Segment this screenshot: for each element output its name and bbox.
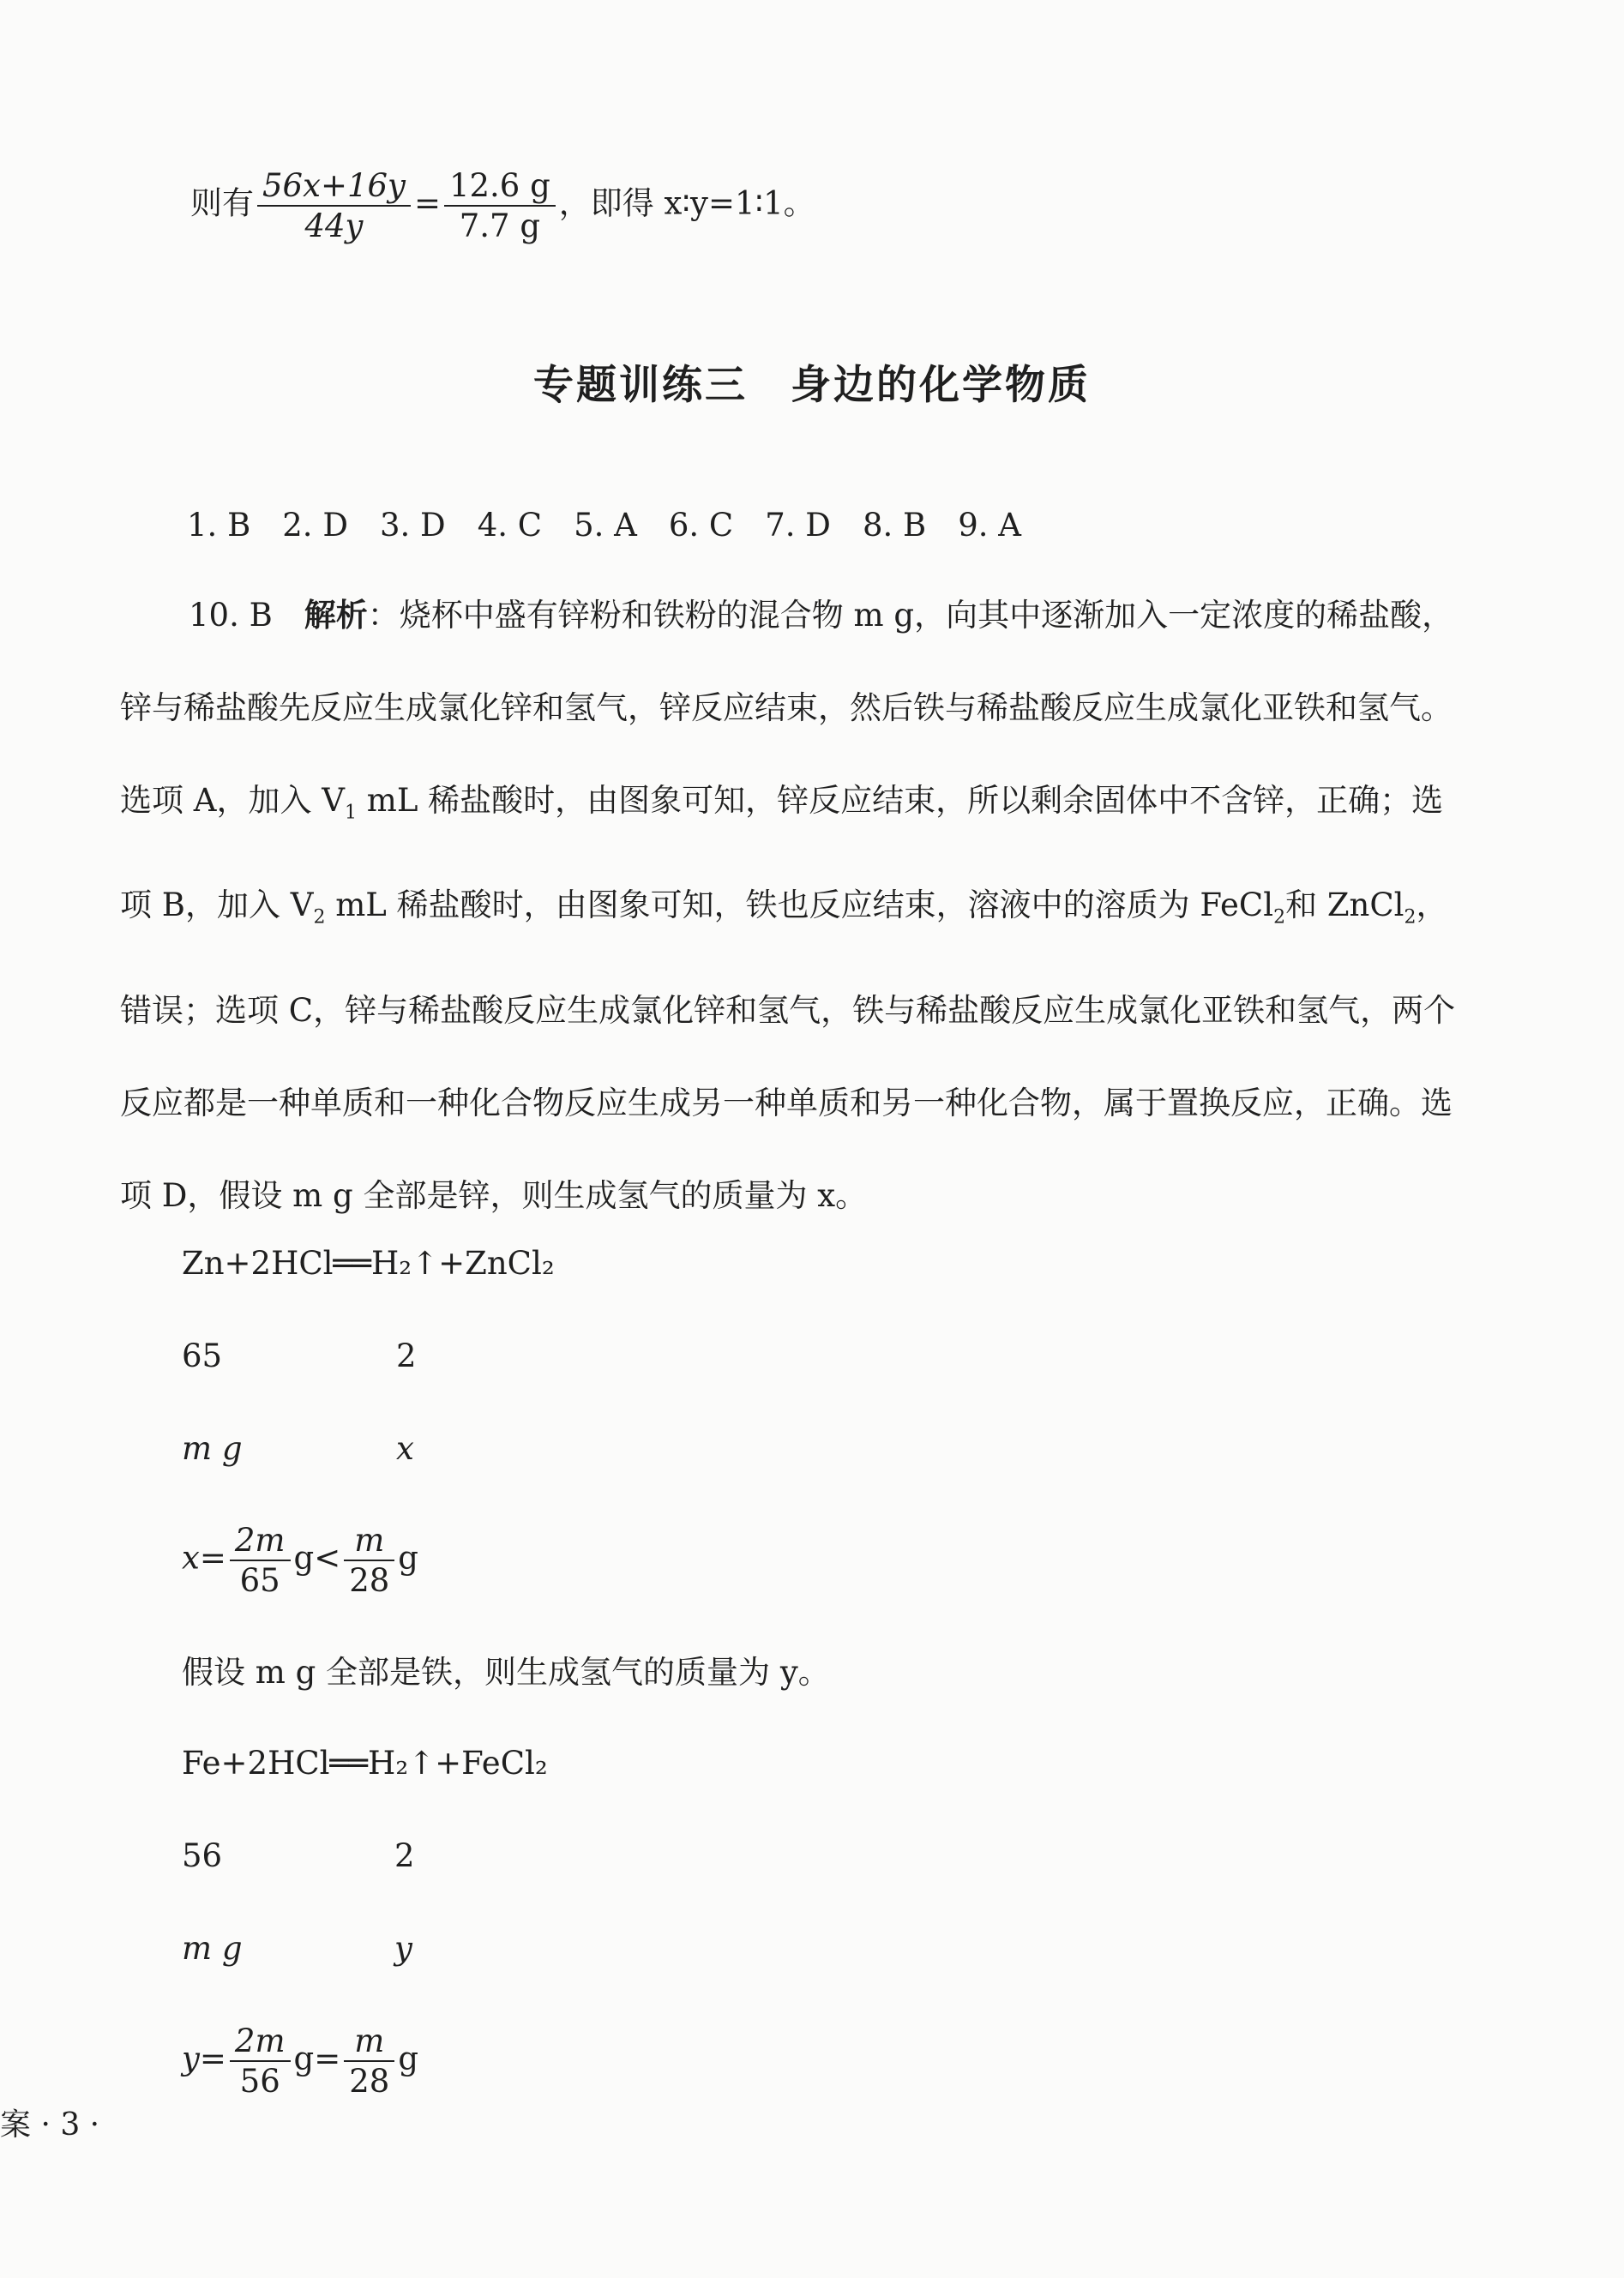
section-title: 专题训练三 身边的化学物质 (533, 362, 1091, 409)
zn-result-fraction-2: $\frac{m}{28}$ (344, 1524, 394, 1596)
fe-result: y= $\frac{2m}{56}$ g= $\frac{m}{28}$ g (182, 2023, 419, 2100)
fe-row1-left: 56 (182, 1837, 223, 1874)
fe-result-fraction: $\frac{2m}{56}$ (230, 2025, 291, 2097)
zn-row1-left: 65 (182, 1337, 223, 1374)
fe-result-fraction-2: $\frac{m}{28}$ (344, 2025, 394, 2097)
answers-line: 1. B 2. D 3. D 4. C 5. A 6. C 7. D 8. B 9. A (187, 507, 1022, 544)
zn-result-fraction: $\frac{2m}{65}$ (230, 1524, 291, 1596)
fe-equation: Fe+2HCl══H₂↑+FeCl₂ (182, 1745, 548, 1782)
fe-row2-right: y (394, 1930, 412, 1967)
zn-row2-left: m g (182, 1430, 243, 1467)
page-footer: 案 · 3 · (0, 2107, 100, 2143)
fe-intro: 假设 m g 全部是铁，则生成氢气的质量为 y。 (182, 1654, 830, 1691)
fraction-1: $\frac{56x+16y}{44y}$ (257, 170, 411, 242)
top-equation: 则有 $\frac{56x+16y}{44y}$ = $\frac{12.6 g}{7.7 g}$ ，即得 x∶y=1∶1。 (190, 167, 815, 244)
analysis-label: 解析 (304, 597, 368, 634)
zn-row1-right: 2 (396, 1337, 417, 1374)
q10-analysis: 10. B 解析：烧杯中盛有锌粉和铁粉的混合物 m g，向其中逐渐加入一定浓度的稀盐酸，锌与稀盐酸先反应生成氯化锌和氢气，锌反应结束，然后铁与稀盐酸反应生成氯化亚铁和氢气。选项 A，加入 $V_1$ mL 稀盐酸时，由图象可知，锌反应结束，所以剩余固体中不含锌，正确；选项 B，加入 $V_2$ mL 稀盐酸时，由图象可知，铁也反应结束，溶液中的溶质为 FeCl$_2$和 ZnCl$_2$，错误；选项 C，锌与稀盐酸反应生成氯化锌和氢气，铁与稀盐酸反应生成氯化亚铁和氢气，两个反应都是一种单质和一种化合物反应生成另一种单质和另一种化合物，属于置换反应，正确。选项 D，假设 m g 全部是锌，则生成氢气的质量为 x。 (120, 597, 1456, 1214)
zn-result: x= $\frac{2m}{65}$ g< $\frac{m}{28}$ g (182, 1522, 418, 1599)
fraction-2: $\frac{12.6 g}{7.7 g}$ (444, 170, 556, 242)
q10-label: 10. B (189, 597, 273, 634)
fe-row1-right: 2 (394, 1837, 415, 1874)
zn-row2-right: x (396, 1430, 414, 1467)
zn-equation: Zn+2HCl══H₂↑+ZnCl₂ (182, 1245, 555, 1282)
fe-row2-left: m g (182, 1930, 243, 1967)
